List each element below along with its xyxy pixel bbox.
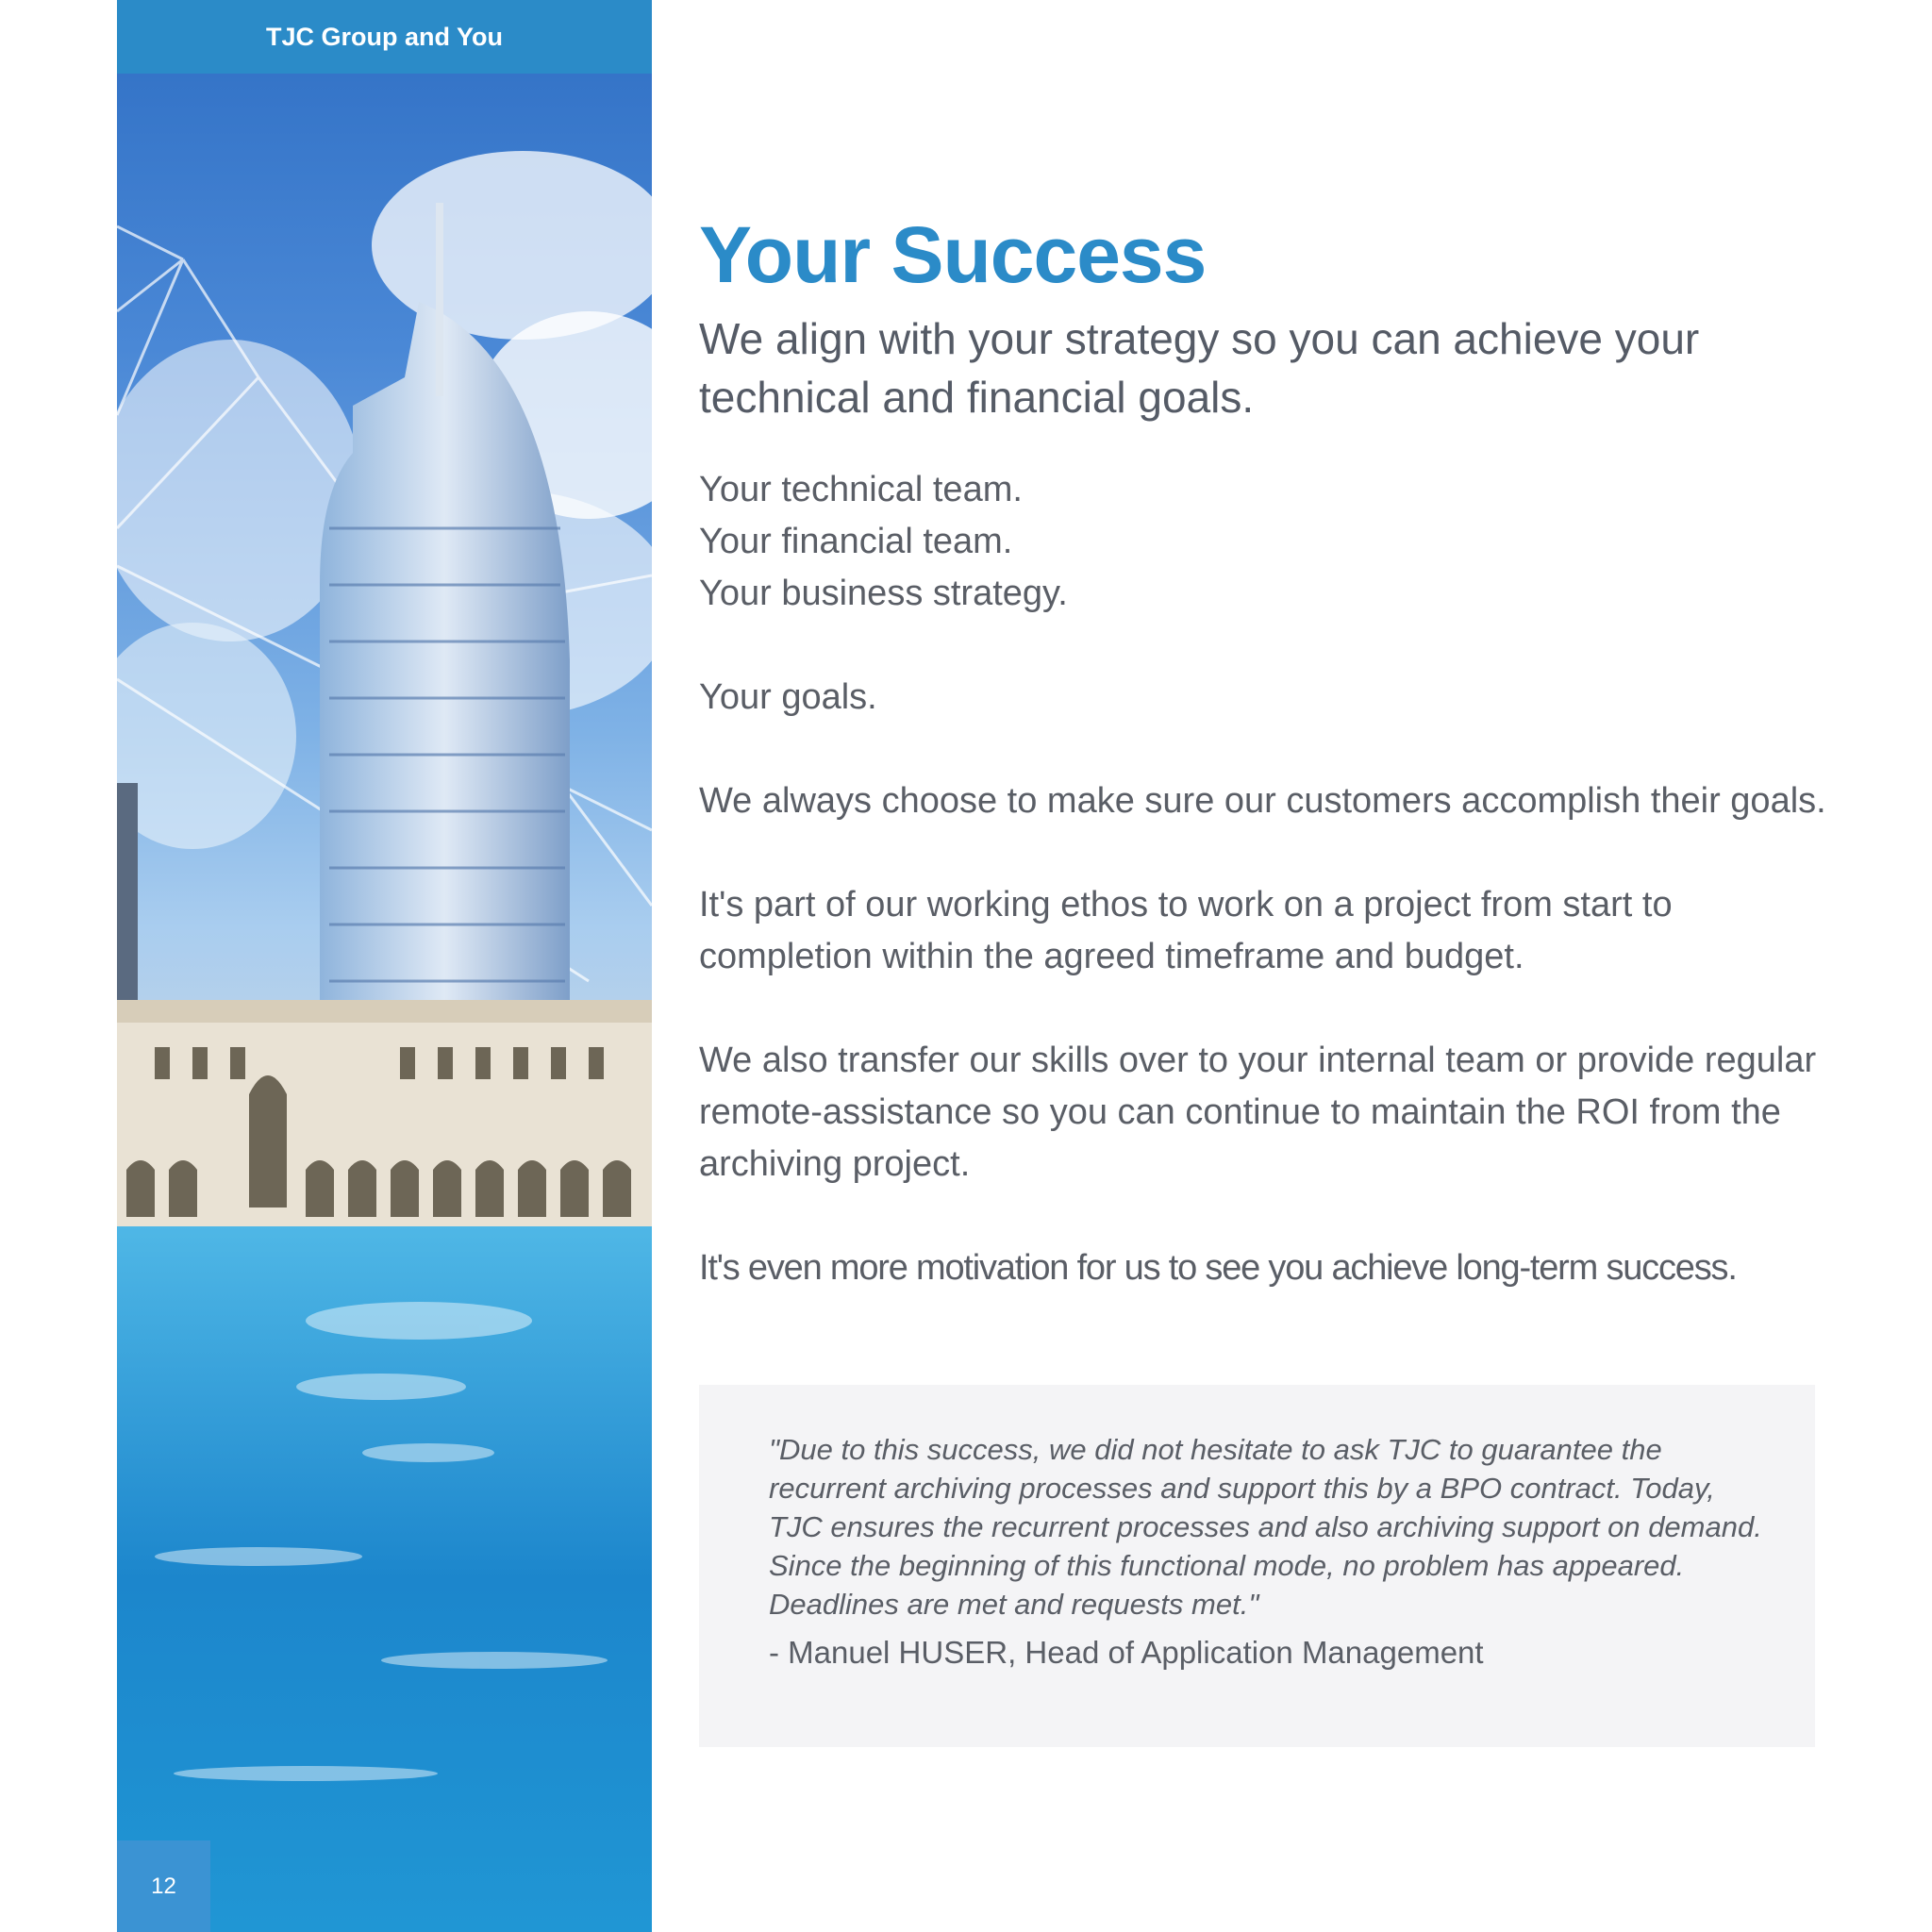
testimonial-box bbox=[699, 1385, 1815, 1747]
page-subtitle: We align with your strategy so you can achieve your technical and financial goals. bbox=[699, 314, 1700, 422]
skyscraper-photo bbox=[117, 0, 652, 1932]
goals-line: Your goals. bbox=[699, 677, 877, 717]
team-line: Your financial team. bbox=[699, 522, 1013, 561]
team-lines bbox=[699, 464, 1831, 620]
body-paragraph: We always choose to make sure our customers accomplish their goals. bbox=[699, 781, 1826, 821]
main-content bbox=[699, 208, 1831, 1294]
body-paragraph: It's part of our working ethos to work on a project from start to completion within the agreed timeframe and budget. bbox=[699, 885, 1673, 976]
body-paragraph: It's even more motivation for us to see you achieve long-term success. bbox=[699, 1248, 1737, 1288]
team-line: Your business strategy. bbox=[699, 574, 1068, 613]
page-title: Your Success bbox=[699, 210, 1207, 299]
testimonial-author: - Manuel HUSER, Head of Application Management bbox=[769, 1635, 1484, 1670]
sidebar-photo-panel bbox=[117, 0, 652, 1932]
page-number: 12 bbox=[117, 1840, 210, 1932]
testimonial-quote: "Due to this success, we did not hesitate to ask TJC to guarantee the recurrent archiving processes and support this by a BPO contract. Today, TJC ensures the recurrent processes and also archiving support on demand. Since the beginning of this functional mode, no problem has appeared. Deadlines are met and requests met." bbox=[769, 1433, 1762, 1621]
section-header: TJC Group and You bbox=[117, 0, 652, 74]
body-paragraph: We also transfer our skills over to your internal team or provide regular remote-assistance so you can continue to maintain the ROI from the archiving project. bbox=[699, 1041, 1817, 1184]
team-line: Your technical team. bbox=[699, 470, 1023, 509]
